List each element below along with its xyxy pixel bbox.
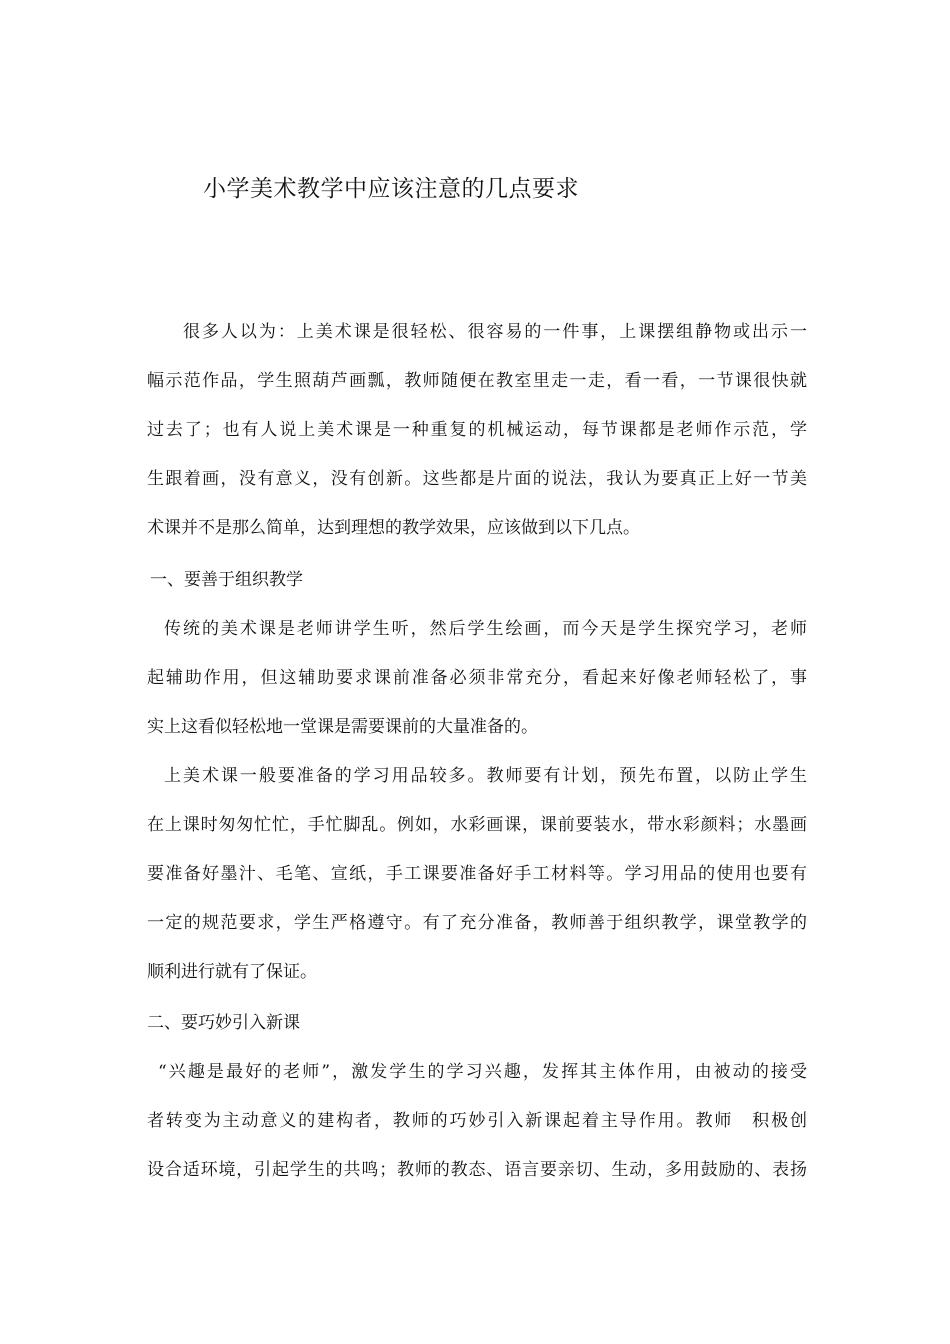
paragraph-line: 顺利进行就有了保证。	[147, 962, 317, 982]
paragraph-line: 传统的美术课是老师讲学生听，然后学生绘画，而今天是学生探究学习，老师	[164, 619, 807, 639]
paragraph-line: 起辅助作用，但这辅助要求课前准备必须非常充分，看起来好像老师轻松了，事	[147, 668, 807, 688]
paragraph-line: 在上课时匆匆忙忙，手忙脚乱。例如，水彩画课，课前要装水，带水彩颜料；水墨画	[147, 815, 807, 835]
paragraph-line: 很多人以为：上美术课是很轻松、很容易的一件事，上课摆组静物或出示一	[183, 322, 807, 342]
paragraph-line: “兴趣是最好的老师”，激发学生的学习兴趣，发挥其主体作用，由被动的接受	[158, 1062, 807, 1082]
paragraph-line: 要准备好墨汁、毛笔、宣纸，手工课要准备好手工材料等。学习用品的使用也要有	[147, 864, 807, 884]
paragraph-line: 幅示范作品，学生照葫芦画瓢，教师随便在教室里走一走，看一看，一节课很快就	[147, 371, 807, 391]
paragraph-line: 一定的规范要求，学生严格遵守。有了充分准备，教师善于组织教学，课堂教学的	[147, 913, 807, 933]
document-title: 小学美术教学中应该注意的几点要求	[203, 176, 579, 202]
paragraph-line: 术课并不是那么简单，达到理想的教学效果，应该做到以下几点。	[147, 518, 640, 538]
section-heading: 一、要善于组织教学	[150, 570, 303, 590]
paragraph-line: 实上这看似轻松地一堂课是需要课前的大量准备的。	[147, 717, 538, 737]
paragraph-line: 生跟着画，没有意义，没有创新。这些都是片面的说法，我认为要真正上好一节美	[147, 469, 807, 489]
paragraph-line: 过去了；也有人说上美术课是一种重复的机械运动，每节课都是老师作示范，学	[147, 420, 807, 440]
paragraph-line: 者转变为主动意义的建构者，教师的巧妙引入新课起着主导作用。教师 积极创	[147, 1111, 807, 1131]
paragraph-line: 上美术课一般要准备的学习用品较多。教师要有计划，预先布置，以防止学生	[164, 766, 807, 786]
section-heading: 二、要巧妙引入新课	[147, 1013, 300, 1033]
paragraph-line: 设合适环境，引起学生的共鸣；教师的教态、语言要亲切、生动，多用鼓励的、表扬	[147, 1160, 807, 1180]
